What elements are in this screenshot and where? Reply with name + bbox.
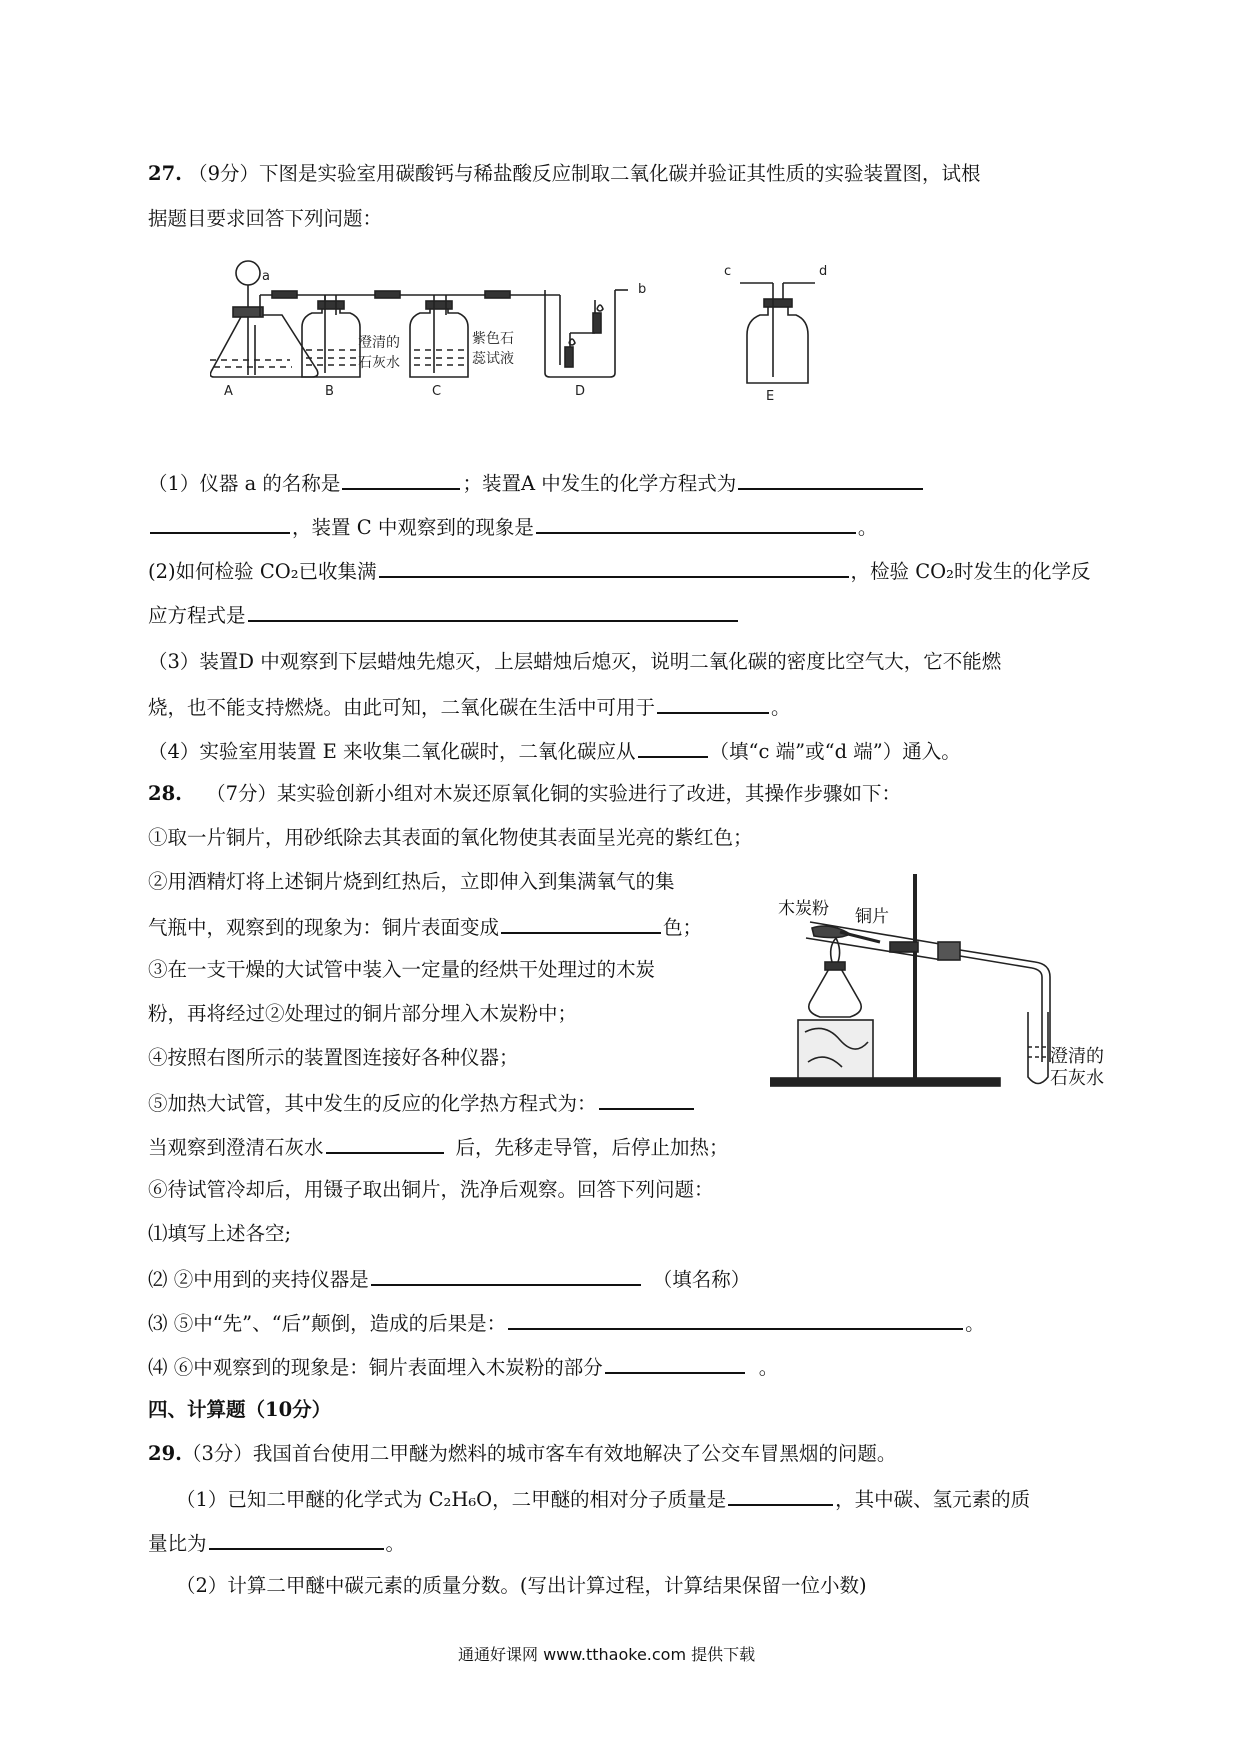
answer-blank[interactable]: [342, 468, 460, 490]
q28-step2a: ②用酒精灯将上述铜片烧到红热后，立即伸入到集满氧气的集: [148, 870, 675, 893]
q28-answer4: [148, 1352, 778, 1382]
answer-blank[interactable]: [657, 692, 769, 714]
text-p1b: ；装置A 中发生的化学方程式为: [462, 472, 737, 495]
label-charcoal: 木炭粉: [778, 899, 829, 919]
text-a2b: （填名称）: [652, 1268, 751, 1291]
bottle-e: [747, 305, 808, 383]
answer-blank[interactable]: [536, 512, 856, 534]
text-s2c: 色；: [663, 916, 703, 939]
q27-number: 27.: [148, 162, 182, 185]
q28-stem: （7分）某实验创新小组对木炭还原氧化铜的实验进行了改进，其操作步骤如下：: [206, 782, 902, 805]
answer-blank[interactable]: [209, 1528, 384, 1550]
q28-step1: ①取一片铜片，用砂纸除去其表面的氧化物使其表面呈光亮的紫红色；: [148, 826, 753, 849]
label-E: E: [766, 389, 775, 404]
q29-line1: [148, 1440, 896, 1468]
q27-apparatus-figure: [210, 255, 955, 455]
q28-answer3: [148, 1308, 985, 1338]
label-D: D: [575, 384, 586, 399]
q27-part2-line2: [148, 600, 740, 630]
text-s5c: 后，先移走导管，后停止加热；: [455, 1136, 729, 1159]
bottle-c: [410, 305, 468, 377]
label-a: a: [262, 269, 270, 284]
q28-step2b: [148, 912, 702, 942]
text-a3b: 。: [965, 1312, 985, 1335]
text-q29p1b: ，其中碳、氢元素的质: [835, 1488, 1031, 1511]
answer-blank[interactable]: [379, 556, 849, 578]
label-copper: 铜片: [855, 907, 889, 927]
label-lime-water-2: 石灰水: [358, 355, 400, 371]
text-p1c: ，装置 C 中观察到的现象是: [292, 516, 534, 539]
text-p1a: （1）仪器 a 的名称是: [148, 472, 341, 495]
q29-stem: （3分）我国首台使用二甲醚为燃料的城市客车有效地解决了公交车冒黑烟的问题。: [181, 1442, 897, 1465]
q28-step4: ④按照右图所示的装置图连接好各种仪器；: [148, 1046, 519, 1069]
q27-part1-line1: [148, 468, 925, 498]
q27-part3-line1: （3）装置D 中观察到下层蜡烛先熄灭，上层蜡烛后熄灭，说明二氧化碳的密度比空气大，它不能燃: [148, 650, 1002, 673]
text-q29p1a: （1）已知二甲醚的化学式为 C₂H₆O，二甲醚的相对分子质量是: [176, 1488, 727, 1511]
label-b: b: [638, 282, 647, 297]
text-s5b: 当观察到澄清石灰水: [148, 1136, 324, 1159]
q28-step3b: 粉，再将经过②处理过的铜片部分埋入木炭粉中；: [148, 1002, 578, 1025]
answer-blank[interactable]: [508, 1308, 963, 1330]
page-footer: 通通好课网 www.tthaoke.com 提供下载: [458, 1645, 756, 1664]
text-a4a: ⑷ ⑥中观察到的现象是：铜片表面埋入木炭粉的部分: [148, 1356, 603, 1379]
q29-part1-line2: [148, 1528, 405, 1558]
text-q29p1c: 量比为: [148, 1532, 207, 1555]
label-C: C: [432, 384, 442, 399]
label-litmus-2: 蕊试液: [472, 351, 514, 367]
answer-blank[interactable]: [326, 1132, 444, 1154]
q27-part4: [148, 736, 961, 766]
label-litmus-1: 紫色石: [472, 331, 514, 347]
label-lime-water-1: 澄清的: [1050, 1046, 1104, 1067]
funnel-bulb: [236, 261, 260, 285]
label-lime-water-2: 石灰水: [1050, 1068, 1104, 1089]
label-B: B: [325, 384, 334, 399]
q28-step3a: ③在一支干燥的大试管中装入一定量的经烘干处理过的木炭: [148, 958, 656, 981]
label-d: d: [819, 264, 828, 279]
text-a2a: ⑵ ②中用到的夹持仪器是: [148, 1268, 369, 1291]
answer-blank[interactable]: [638, 736, 708, 758]
text-p2a: (2)如何检验 CO₂已收集满: [148, 560, 377, 583]
q29-part1-line1: [176, 1484, 1030, 1514]
q28-step5b: [148, 1132, 729, 1162]
answer-blank[interactable]: [248, 600, 738, 622]
text-a4b: 。: [758, 1356, 779, 1379]
text-p3b: 烧，也不能支持燃烧。由此可知，二氧化碳在生活中可用于: [148, 696, 656, 719]
answer-blank[interactable]: [150, 512, 290, 534]
answer-blank[interactable]: [738, 468, 923, 490]
section-heading: 四、计算题（10分）: [148, 1398, 332, 1421]
answer-blank[interactable]: [728, 1484, 833, 1506]
label-c: c: [724, 264, 732, 279]
label-A: A: [224, 384, 233, 399]
text-p2b: ，检验 CO₂时发生的化学反: [850, 560, 1091, 583]
bottle-b: [302, 305, 360, 377]
text-q29p1d: 。: [385, 1532, 406, 1555]
answer-blank[interactable]: [599, 1088, 694, 1110]
answer-blank[interactable]: [501, 912, 661, 934]
text-p3c: 。: [771, 696, 791, 719]
text-p2c: 应方程式是: [148, 604, 246, 627]
q28-apparatus-figure: [770, 862, 1105, 1102]
answer-blank[interactable]: [371, 1264, 641, 1286]
label-lime-water-1: 澄清的: [358, 335, 400, 351]
q27-part3-line2: [148, 692, 791, 722]
q28-line1: [148, 780, 901, 808]
q28-answer2: [148, 1264, 750, 1294]
text-s2b: 气瓶中，观察到的现象为：铜片表面变成: [148, 916, 500, 939]
q28-step5a: [148, 1088, 696, 1118]
answer-blank[interactable]: [605, 1352, 745, 1374]
q27-line2: 据题目要求回答下列问题：: [148, 207, 383, 230]
alcohol-lamp: [809, 967, 862, 1017]
q29-number: 29.: [148, 1442, 182, 1465]
text-a3a: ⑶ ⑤中“先”、“后”颠倒，造成的后果是：: [148, 1312, 507, 1335]
text-p4b: （填“c 端”或“d 端”）通入。: [709, 740, 961, 763]
text-p4a: （4）实验室用装置 E 来收集二氧化碳时，二氧化碳应从: [148, 740, 636, 763]
text-s5a: ⑤加热大试管，其中发生的反应的化学热方程式为：: [148, 1092, 597, 1115]
q29-part2: （2）计算二甲醚中碳元素的质量分数。(写出计算过程，计算结果保留一位小数): [176, 1574, 867, 1597]
q27-line1: [148, 160, 981, 188]
q28-step6: ⑥待试管冷却后，用镊子取出铜片，洗净后观察。回答下列问题：: [148, 1178, 714, 1201]
q28-answer1: ⑴填写上述各空;: [148, 1222, 292, 1245]
q27-stem: （9分）下图是实验室用碳酸钙与稀盐酸反应制取二氧化碳并验证其性质的实验装置图，试根: [188, 162, 981, 185]
q27-part2-line1: [148, 556, 1090, 586]
text-p1d: 。: [857, 516, 878, 539]
q28-number: 28.: [148, 782, 182, 805]
q27-part1-line2: [148, 512, 877, 542]
